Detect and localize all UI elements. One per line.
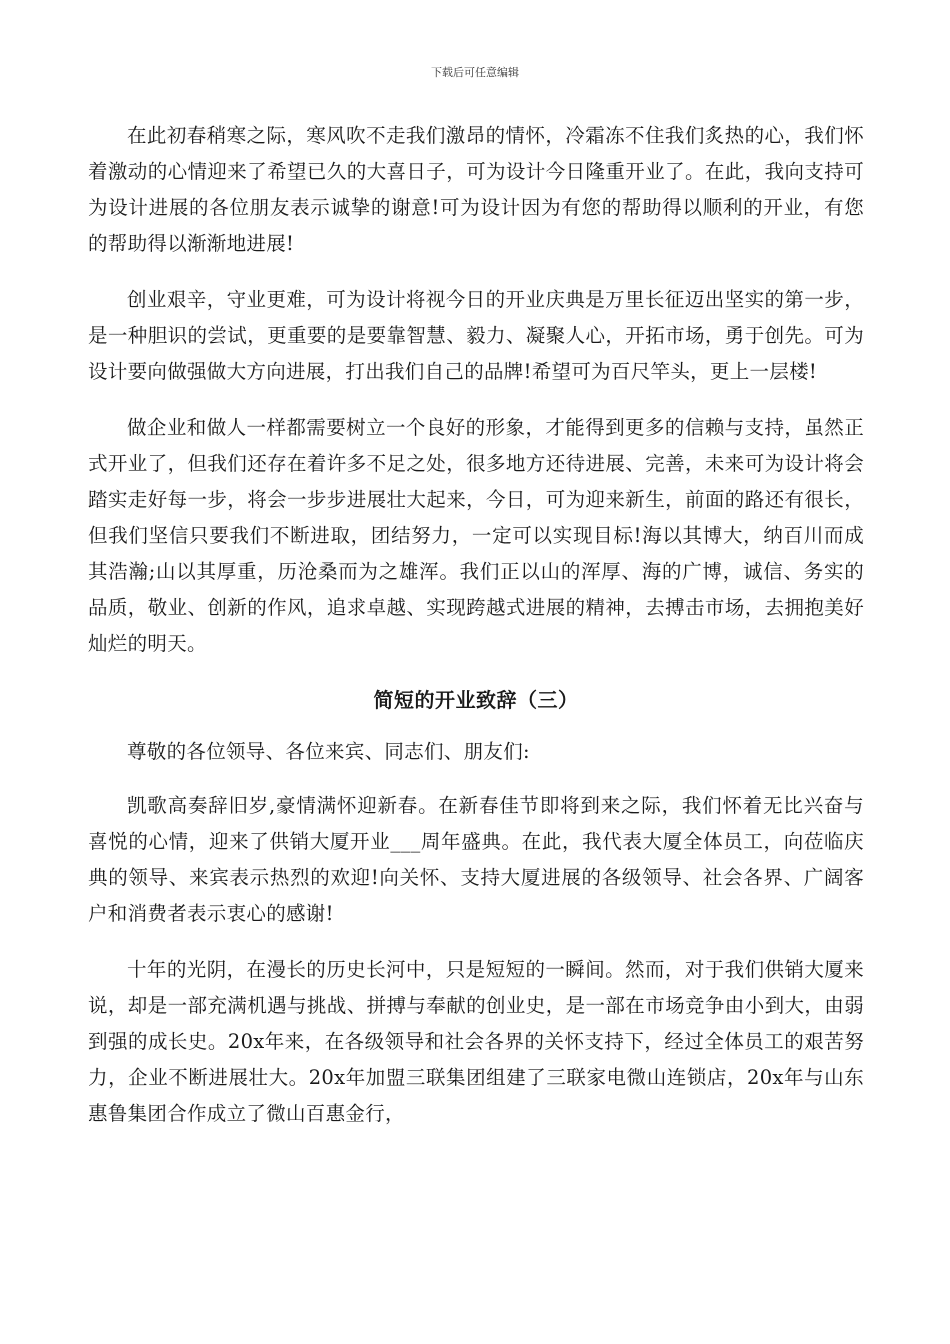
document-body xyxy=(88,118,864,1132)
page-header-note: 下载后可任意编辑 xyxy=(431,66,519,79)
paragraph-corporate-image: 做企业和做人一样都需要树立一个良好的形象，才能得到更多的信赖与支持，虽然正式开业了，但我们还存在着许多不足之处，很多地方还待进展、完善，未来可为设计将会踏实走好每一步，将会一步步进展壮大起来，今日，可为迎来新生，前面的路还有很长，但我们坚信只要我们不断进取，团结努力，一定可以实现目标!海以其博大，纳百川而成其浩瀚;山以其厚重，历沧桑而为之雄浑。我们正以山的浑厚、海的广博，诚信、务实的品质，敬业、创新的作风，追求卓越、实现跨越式进展的精神，去搏击市场，去拥抱美好灿烂的明天。 xyxy=(88,416,864,655)
section-title: 简短的开业致辞（三） xyxy=(373,688,579,712)
greeting-line: 尊敬的各位领导、各位来宾、同志们、朋友们: xyxy=(127,740,530,763)
paragraph-anniversary: 凯歌高奏辞旧岁,豪情满怀迎新春。在新春佳节即将到来之际，我们怀着无比兴奋与喜悦的心情，迎来了供销大厦开业___周年盛典。在此，我代表大厦全体员工，向莅临庆典的领导、来宾表示热烈的欢迎!向关怀、支持大厦进展的各级领导、社会各界、广阔客户和消费者表示衷心的感谢! xyxy=(88,794,864,925)
paragraph-entrepreneurship: 创业艰辛，守业更难，可为设计将视今日的开业庆典是万里长征迈出坚实的第一步，是一种胆识的尝试，更重要的是要靠智慧、毅力、凝聚人心，开拓市场，勇于创先。可为设计要向做强做大方向进展，打出我们自己的品牌!希望可为百尺竿头，更上一层楼! xyxy=(88,288,864,383)
paragraph-opening: 在此初春稍寒之际，寒风吹不走我们激昂的情怀，冷霜冻不住我们炙热的心，我们怀着激动的心情迎来了希望已久的大喜日子，可为设计今日隆重开业了。在此，我向支持可为设计进展的各位朋友表示诚挚的谢意!可为设计因为有您的帮助得以顺利的开业，有您的帮助得以渐渐地进展! xyxy=(88,124,864,255)
paragraph-history: 十年的光阴，在漫长的历史长河中，只是短短的一瞬间。然而，对于我们供销大厦来说，却是一部充满机遇与挑战、拼搏与奉献的创业史，是一部在市场竞争由小到大，由弱到强的成长史。20x年来，在各级领导和社会各界的关怀支持下，经过全体员工的艰苦努力，企业不断进展壮大。20x年加盟三联集团组建了三联家电微山连锁店，20x年与山东惠鲁集团合作成立了微山百惠金行， xyxy=(88,958,864,1125)
